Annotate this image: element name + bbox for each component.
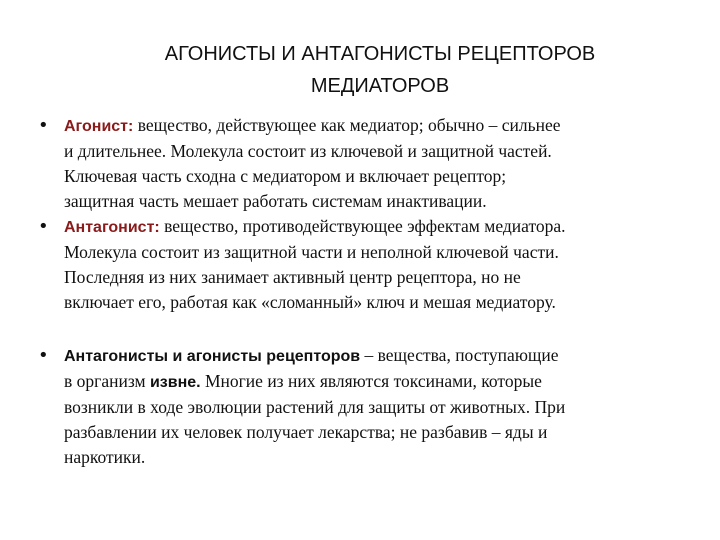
bullet-agonist-line-2: и длительнее. Молекула состоит из ключевой и защитной частей.: [64, 141, 552, 161]
term-agonist: Агонист:: [64, 118, 134, 135]
bullet-agonist-line-3: Ключевая часть сходна с медиатором и включает рецептор;: [64, 166, 507, 186]
term-antagonist: Антагонист:: [64, 219, 160, 236]
bullet-list: [38, 113, 688, 470]
bullet-icon: •: [38, 345, 49, 366]
bullet-antagonist-line-3: Последняя из них занимает активный центр рецептора, но не: [64, 267, 521, 287]
bullet-receptor-ligands: [38, 343, 688, 470]
bullet-icon: •: [38, 115, 49, 136]
term-from-outside: извне.: [149, 374, 201, 391]
bullet-antagonist-line-4: включает его, работая как «сломанный» ключ и мешая медиатору.: [64, 292, 556, 312]
bullet-ligands-text-1: – вещества, поступающие: [360, 345, 559, 365]
bullet-ligands-line-4: разбавлении их человек получает лекарства; не разбавив – яды и: [64, 422, 548, 442]
bullet-icon: •: [38, 216, 49, 237]
bullet-ligands-line-1: [64, 343, 688, 369]
bullet-ligands-text-2a: в организм: [64, 371, 150, 391]
bullet-ligands-line-2: [64, 369, 688, 395]
bullet-agonist-line-4: защитная часть мешает работать системам инактивации.: [64, 191, 487, 211]
term-antagonists-agonists: Антагонисты и агонисты рецепторов: [64, 348, 361, 365]
bullet-agonist-text-1: вещество, действующее как медиатор; обычно – сильнее: [133, 115, 561, 135]
title-line-2: МЕДИАТОРОВ: [310, 75, 450, 97]
bullet-antagonist: [38, 214, 688, 315]
bullet-antagonist-line-1: [64, 214, 688, 240]
slide-title: [60, 38, 700, 102]
bullet-ligands-line-3: возникли в ходе эволюции растений для защиты от животных. При: [64, 397, 566, 417]
bullet-antagonist-line-2: Молекула состоит из защитной части и неполной ключевой части.: [64, 242, 559, 262]
bullet-ligands-line-5: наркотики.: [64, 447, 146, 467]
bullet-ligands-text-2b: Многие из них являются токсинами, которые: [200, 371, 542, 391]
bullet-antagonist-text-1: вещество, противодействующее эффектам медиатора.: [159, 216, 566, 236]
title-line-1: АГОНИСТЫ И АНТАГОНИСТЫ РЕЦЕПТОРОВ: [164, 43, 596, 65]
bullet-agonist-line-1: [64, 113, 688, 139]
bullet-agonist: [38, 113, 688, 214]
